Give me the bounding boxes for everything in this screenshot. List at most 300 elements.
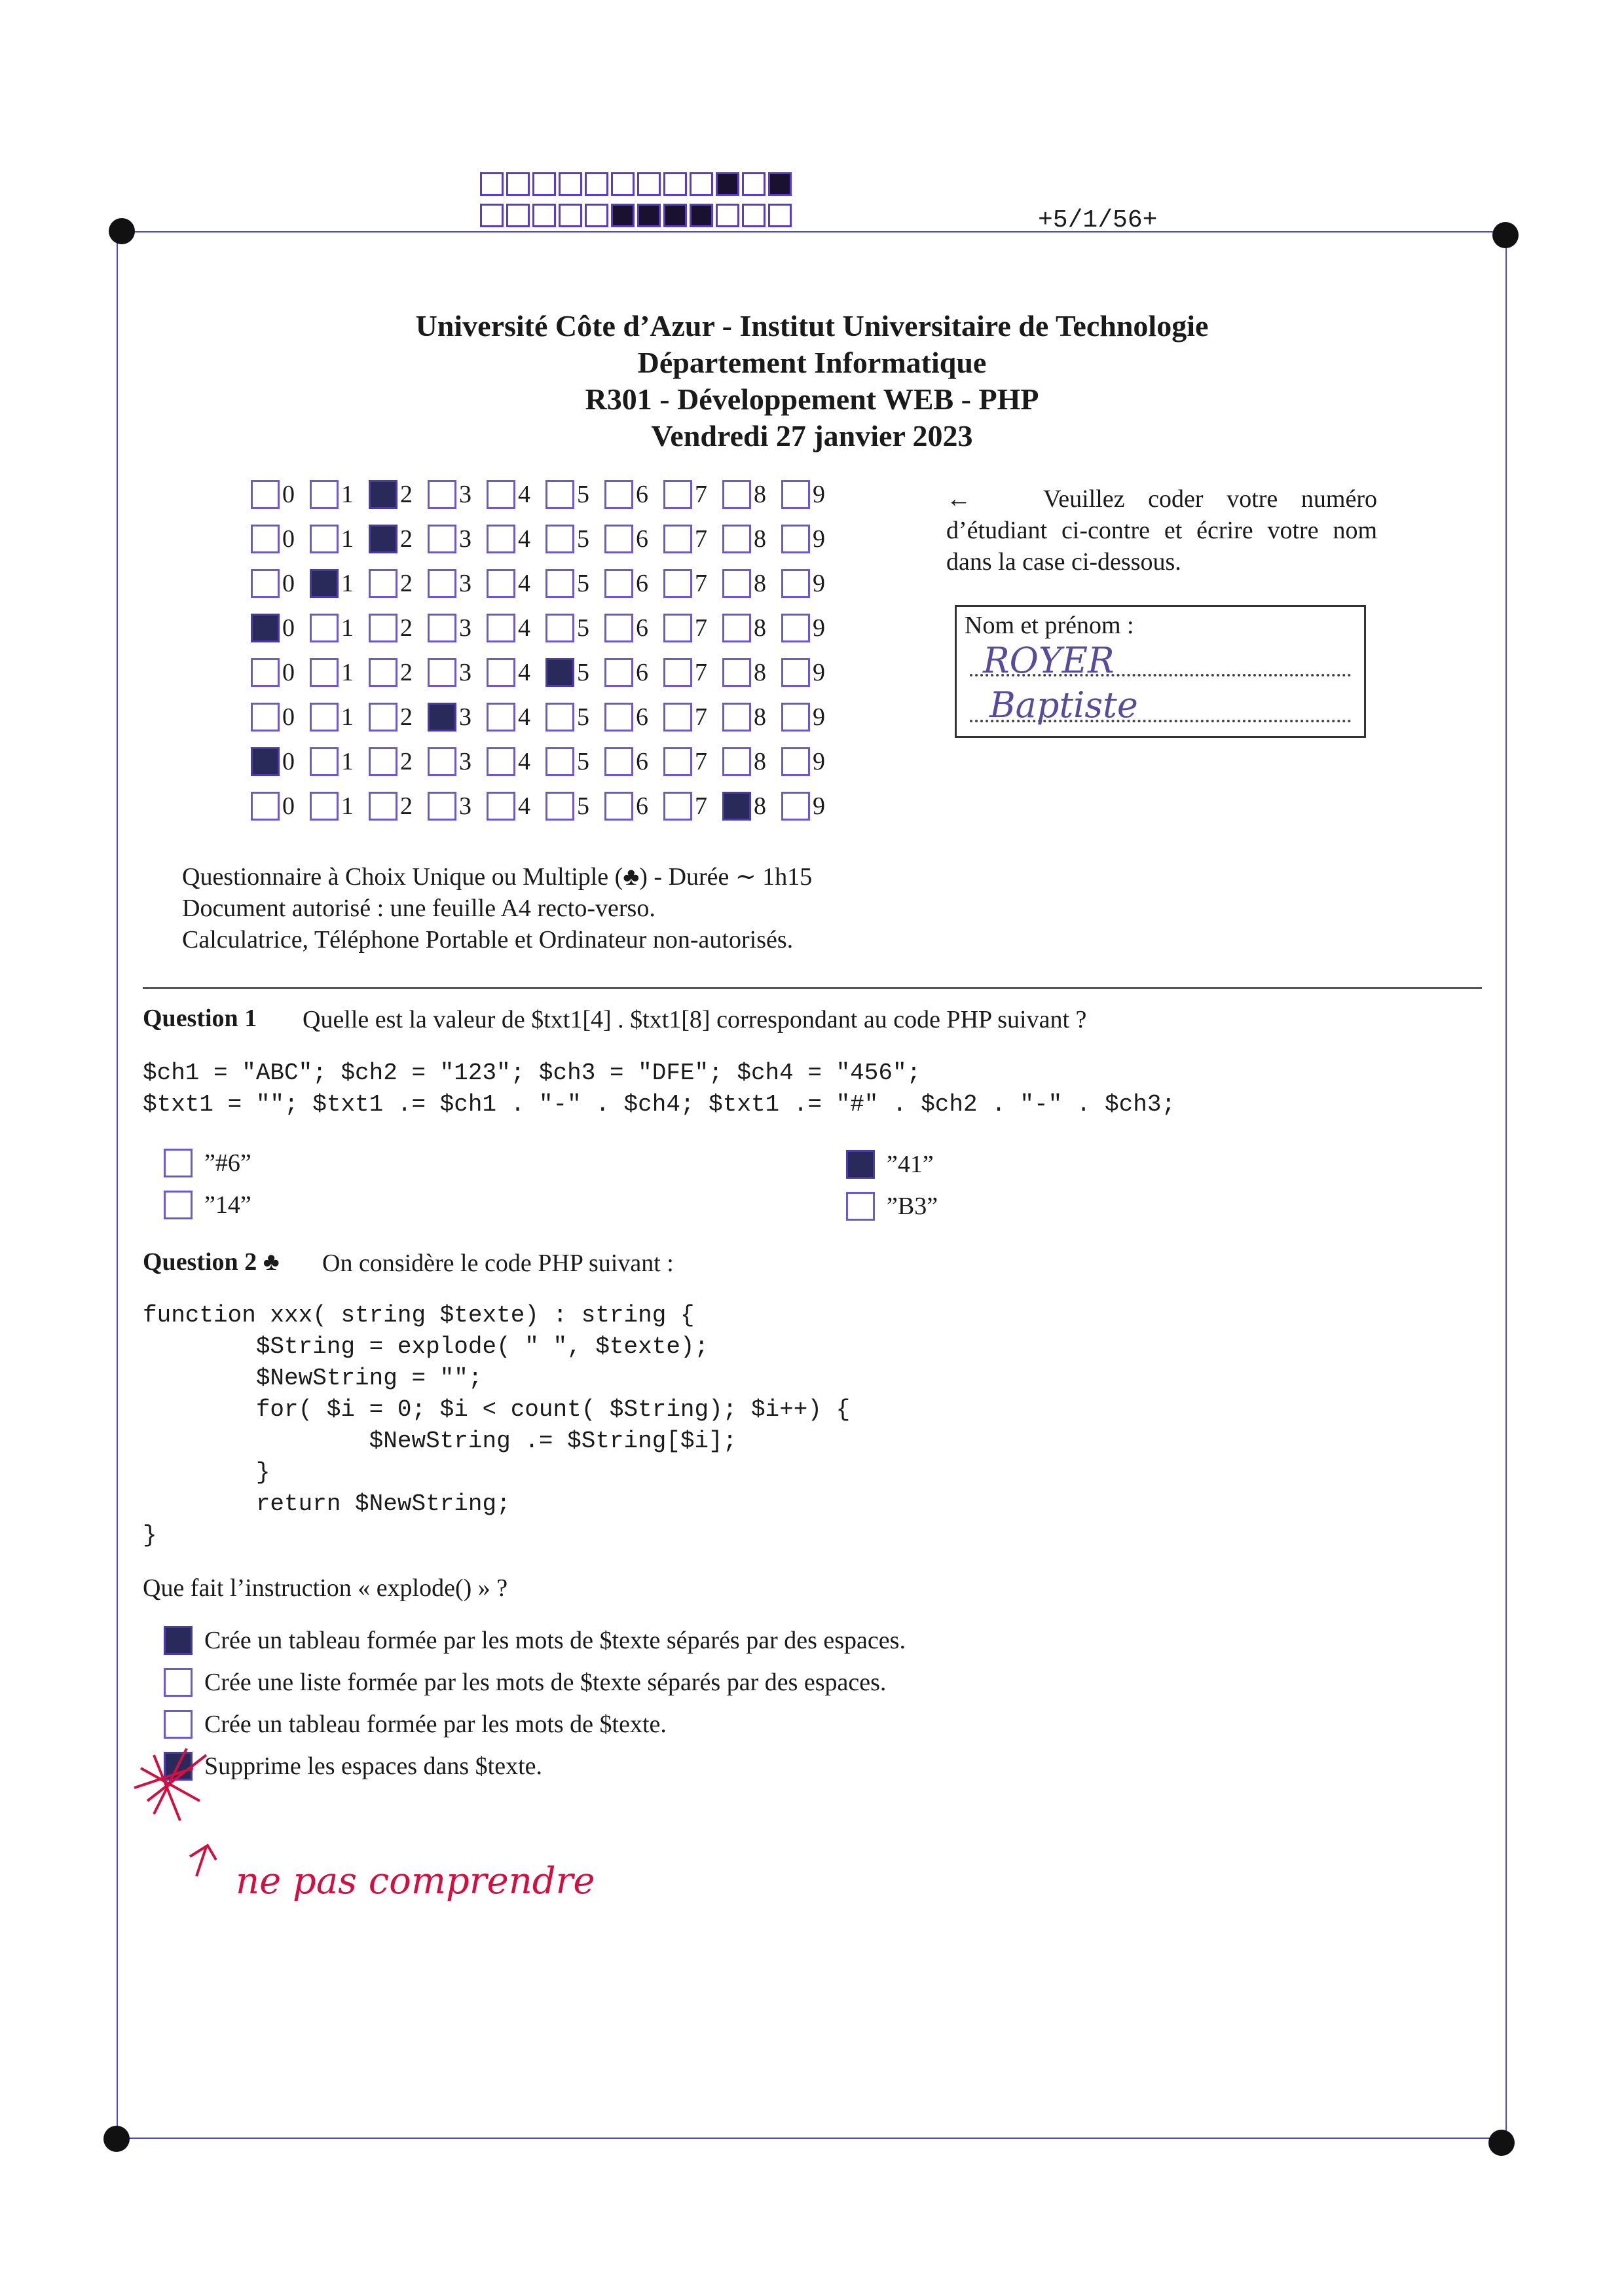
student-id-checkbox[interactable] <box>604 480 633 509</box>
corner-marker-bottom-right <box>1488 2130 1515 2156</box>
header-university: Université Côte d’Azur - Institut Universitaire de Technologie <box>415 309 1209 343</box>
student-id-digit-label: 3 <box>459 481 471 508</box>
question2-prompt: Que fait l’instruction « explode() » ? <box>143 1574 508 1602</box>
barcode-cell <box>742 204 766 227</box>
student-id-digit-label: 6 <box>636 525 648 553</box>
student-id-digit[interactable] <box>369 525 428 553</box>
student-id-row <box>251 525 840 553</box>
student-id-row <box>251 569 840 598</box>
student-id-digit-label: 7 <box>695 525 707 553</box>
student-id-checkbox[interactable] <box>310 614 339 642</box>
barcode-cell <box>690 172 713 196</box>
student-id-digit[interactable] <box>781 792 840 821</box>
student-id-checkbox[interactable] <box>604 569 633 598</box>
student-id-digit[interactable] <box>369 703 428 731</box>
student-id-checkbox[interactable] <box>428 569 456 598</box>
student-id-checkbox[interactable] <box>487 525 515 553</box>
student-id-checkbox[interactable] <box>428 658 456 687</box>
student-id-digit[interactable] <box>545 614 604 642</box>
student-id-checkbox[interactable] <box>545 569 574 598</box>
student-id-checkbox[interactable] <box>545 703 574 731</box>
student-id-digit[interactable] <box>369 658 428 687</box>
student-id-digit[interactable] <box>310 703 369 731</box>
student-id-digit-label: 3 <box>459 792 471 820</box>
student-id-digit-label: 3 <box>459 703 471 731</box>
student-id-digit[interactable] <box>722 480 781 509</box>
student-id-digit[interactable] <box>428 614 487 642</box>
student-id-digit[interactable] <box>251 614 310 642</box>
student-id-checkbox[interactable] <box>722 658 751 687</box>
student-id-digit-label: 2 <box>400 703 413 731</box>
student-id-checkbox[interactable] <box>428 525 456 553</box>
student-id-checkbox[interactable] <box>604 614 633 642</box>
student-id-checkbox[interactable] <box>663 703 692 731</box>
student-id-digit[interactable] <box>487 792 545 821</box>
student-id-digit-label: 1 <box>341 570 354 597</box>
student-id-digit-label: 6 <box>636 614 648 642</box>
student-id-checkbox[interactable] <box>545 614 574 642</box>
quiz-info-line3: Calculatrice, Téléphone Portable et Ordinateur non-autorisés. <box>182 926 794 954</box>
student-id-digit[interactable] <box>722 525 781 553</box>
barcode-cell <box>742 172 766 196</box>
student-id-checkbox[interactable] <box>428 747 456 776</box>
student-id-checkbox[interactable] <box>722 480 751 509</box>
student-id-digit[interactable] <box>428 747 487 776</box>
q2-answer-1[interactable] <box>164 1626 906 1655</box>
student-id-digit[interactable] <box>604 792 663 821</box>
student-id-checkbox[interactable] <box>663 569 692 598</box>
student-id-digit[interactable] <box>604 658 663 687</box>
corner-marker-top-right <box>1492 222 1519 248</box>
student-id-digit-label: 6 <box>636 748 648 775</box>
student-id-digit-label: 8 <box>754 525 766 553</box>
student-id-digit[interactable] <box>604 614 663 642</box>
question2-title: Question 2 ♣ <box>143 1248 280 1276</box>
arrow-left-icon: ← <box>946 485 971 513</box>
student-id-digit[interactable] <box>604 525 663 553</box>
q2-answer-2-checkbox[interactable] <box>164 1668 193 1697</box>
barcode-cell <box>768 172 792 196</box>
question2-code: function xxx( string $texte) : string { $String = explode( " ", $texte); $NewString = ""; for( $i = 0; $i < count( $String); $i++) { $NewString .= $String[$i]; } return $NewString; } <box>143 1302 851 1549</box>
student-id-digit[interactable] <box>369 614 428 642</box>
student-id-digit-label: 3 <box>459 659 471 686</box>
student-id-checkbox[interactable] <box>251 480 280 509</box>
student-id-checkbox[interactable] <box>369 569 397 598</box>
student-id-checkbox[interactable] <box>604 525 633 553</box>
student-id-checkbox[interactable] <box>545 525 574 553</box>
student-id-digit[interactable] <box>663 658 722 687</box>
student-id-checkbox[interactable] <box>781 703 810 731</box>
student-id-checkbox[interactable] <box>251 703 280 731</box>
name-box[interactable] <box>955 605 1366 738</box>
q1-answer-1-checkbox[interactable] <box>164 1149 193 1177</box>
student-id-digit-label: 5 <box>577 570 589 597</box>
q2-answer-2[interactable] <box>164 1668 886 1697</box>
student-id-digit[interactable] <box>722 792 781 821</box>
student-id-digit[interactable] <box>251 703 310 731</box>
quiz-info-line2: Document autorisé : une feuille A4 recto-verso. <box>182 895 655 922</box>
barcode-cell <box>532 204 556 227</box>
student-id-digit-label: 1 <box>341 748 354 775</box>
student-id-row <box>251 658 840 687</box>
student-id-digit-label: 7 <box>695 792 707 820</box>
student-id-digit-label: 9 <box>813 792 825 820</box>
student-id-checkbox[interactable] <box>251 614 280 642</box>
instructions-text: Veuillez coder votre numéro d’étudiant ci-contre et écrire votre nom dans la case ci-dessous. <box>946 485 1377 576</box>
barcode-cell <box>768 204 792 227</box>
student-id-checkbox[interactable] <box>251 658 280 687</box>
student-id-digit-label: 8 <box>754 703 766 731</box>
student-id-checkbox[interactable] <box>663 747 692 776</box>
student-id-digit-label: 4 <box>518 792 530 820</box>
student-id-digit-label: 2 <box>400 748 413 775</box>
student-id-checkbox[interactable] <box>545 747 574 776</box>
handwritten-last-name: ROYER <box>983 640 1115 681</box>
q1-answer-2-checkbox[interactable] <box>164 1191 193 1219</box>
barcode-cell <box>716 172 739 196</box>
student-id-digit-label: 4 <box>518 748 530 775</box>
student-id-checkbox[interactable] <box>781 480 810 509</box>
student-id-digit-label: 7 <box>695 570 707 597</box>
student-id-checkbox[interactable] <box>781 569 810 598</box>
student-id-digit[interactable] <box>545 792 604 821</box>
student-id-digit[interactable] <box>545 569 604 598</box>
student-id-digit[interactable] <box>604 703 663 731</box>
student-id-digit-label: 0 <box>282 614 295 642</box>
q1-answer-4-checkbox[interactable] <box>846 1192 875 1221</box>
student-id-digit[interactable] <box>781 747 840 776</box>
q2-answer-1-checkbox[interactable] <box>164 1626 193 1655</box>
student-id-digit-label: 9 <box>813 525 825 553</box>
student-id-checkbox[interactable] <box>545 480 574 509</box>
student-id-row <box>251 480 840 509</box>
student-id-digit[interactable] <box>487 703 545 731</box>
q1-answer-1[interactable] <box>164 1149 251 1177</box>
header-course: R301 - Développement WEB - PHP <box>585 382 1039 416</box>
student-id-checkbox[interactable] <box>310 703 339 731</box>
barcode-cell <box>480 172 504 196</box>
barcode-cell <box>637 172 661 196</box>
student-id-digit[interactable] <box>781 614 840 642</box>
student-id-digit-label: 3 <box>459 748 471 775</box>
student-id-row <box>251 747 840 776</box>
student-id-checkbox[interactable] <box>781 792 810 821</box>
student-id-digit-label: 7 <box>695 748 707 775</box>
student-id-digit-label: 8 <box>754 570 766 597</box>
student-id-digit[interactable] <box>781 525 840 553</box>
student-id-digit[interactable] <box>663 480 722 509</box>
student-id-digit[interactable] <box>310 658 369 687</box>
student-id-checkbox[interactable] <box>428 614 456 642</box>
student-id-checkbox[interactable] <box>251 525 280 553</box>
student-id-digit[interactable] <box>781 480 840 509</box>
student-id-digit-label: 4 <box>518 570 530 597</box>
student-id-checkbox[interactable] <box>487 480 515 509</box>
student-id-digit-label: 4 <box>518 614 530 642</box>
student-id-digit-label: 9 <box>813 659 825 686</box>
student-id-digit[interactable] <box>663 747 722 776</box>
student-id-digit-label: 9 <box>813 570 825 597</box>
student-id-digit-label: 7 <box>695 614 707 642</box>
student-id-digit-label: 7 <box>695 659 707 686</box>
student-id-digit[interactable] <box>722 614 781 642</box>
q1-answer-1-label: ”#6” <box>204 1149 251 1177</box>
student-id-checkbox[interactable] <box>310 747 339 776</box>
student-id-digit-label: 2 <box>400 614 413 642</box>
q1-answer-4-label: ”B3” <box>887 1193 938 1220</box>
student-id-digit[interactable] <box>251 658 310 687</box>
student-id-checkbox[interactable] <box>369 792 397 821</box>
student-id-digit-label: 1 <box>341 525 354 553</box>
student-id-checkbox[interactable] <box>604 747 633 776</box>
student-id-digit[interactable] <box>369 792 428 821</box>
student-id-checkbox[interactable] <box>663 480 692 509</box>
student-id-digit-label: 4 <box>518 703 530 731</box>
student-id-checkbox[interactable] <box>722 792 751 821</box>
barcode-cell <box>506 172 530 196</box>
q1-answer-3[interactable] <box>846 1150 934 1179</box>
student-id-checkbox[interactable] <box>310 658 339 687</box>
student-id-digit[interactable] <box>722 569 781 598</box>
quiz-info <box>182 861 812 955</box>
student-id-checkbox[interactable] <box>487 747 515 776</box>
student-id-digit[interactable] <box>310 747 369 776</box>
student-id-digit-label: 8 <box>754 614 766 642</box>
student-id-checkbox[interactable] <box>428 792 456 821</box>
student-id-checkbox[interactable] <box>722 703 751 731</box>
student-id-digit[interactable] <box>545 747 604 776</box>
barcode-cell <box>716 204 739 227</box>
student-id-digit-label: 7 <box>695 481 707 508</box>
student-id-digit[interactable] <box>781 658 840 687</box>
student-id-digit-label: 1 <box>341 792 354 820</box>
student-id-digit[interactable] <box>310 525 369 553</box>
question1-code-line2: $txt1 = ""; $txt1 .= $ch1 . "-" . $ch4; $txt1 .= "#" . $ch2 . "-" . $ch3; <box>143 1091 1176 1118</box>
student-id-digit[interactable] <box>369 569 428 598</box>
student-id-digit-label: 5 <box>577 659 589 686</box>
student-id-checkbox[interactable] <box>428 703 456 731</box>
student-id-digit[interactable] <box>428 703 487 731</box>
student-id-digit-label: 4 <box>518 525 530 553</box>
student-id-digit-label: 1 <box>341 481 354 508</box>
student-id-checkbox[interactable] <box>781 747 810 776</box>
student-id-digit-label: 9 <box>813 481 825 508</box>
student-id-digit-label: 0 <box>282 659 295 686</box>
student-id-digit-label: 8 <box>754 792 766 820</box>
q2-answer-1-label: Crée un tableau formée par les mots de $texte séparés par des espaces. <box>204 1627 906 1654</box>
q1-answer-2-label: ”14” <box>204 1191 251 1219</box>
student-id-digit[interactable] <box>604 569 663 598</box>
student-id-digit[interactable] <box>722 747 781 776</box>
student-id-digit[interactable] <box>663 614 722 642</box>
student-id-checkbox[interactable] <box>663 658 692 687</box>
q1-answer-2[interactable] <box>164 1191 251 1219</box>
barcode-cell <box>585 204 608 227</box>
q1-answer-3-checkbox[interactable] <box>846 1150 875 1179</box>
student-id-digit-label: 8 <box>754 659 766 686</box>
student-id-digit-label: 1 <box>341 659 354 686</box>
student-id-checkbox[interactable] <box>781 614 810 642</box>
student-id-checkbox[interactable] <box>369 747 397 776</box>
student-id-checkbox[interactable] <box>310 525 339 553</box>
student-id-checkbox[interactable] <box>487 792 515 821</box>
student-id-digit-label: 5 <box>577 748 589 775</box>
student-id-digit[interactable] <box>487 614 545 642</box>
student-id-digit[interactable] <box>604 480 663 509</box>
student-id-checkbox[interactable] <box>251 569 280 598</box>
student-id-digit[interactable] <box>663 569 722 598</box>
quiz-info-line1: Questionnaire à Choix Unique ou Multiple (♣) - Durée ∼ 1h15 <box>182 863 813 891</box>
student-id-digit[interactable] <box>428 792 487 821</box>
student-id-checkbox[interactable] <box>310 569 339 598</box>
divider <box>143 987 1482 989</box>
question2-text: On considère le code PHP suivant : <box>322 1250 674 1277</box>
corner-marker-top-left <box>109 218 135 244</box>
student-id-checkbox[interactable] <box>251 747 280 776</box>
q2-answer-3-label: Crée un tableau formée par les mots de $texte. <box>204 1711 667 1738</box>
student-id-digit-label: 9 <box>813 703 825 731</box>
question1-code-line1: $ch1 = "ABC"; $ch2 = "123"; $ch3 = "DFE"; $ch4 = "456"; <box>143 1060 921 1086</box>
header-date: Vendredi 27 janvier 2023 <box>651 419 973 453</box>
student-id-row <box>251 792 840 821</box>
student-id-checkbox[interactable] <box>310 480 339 509</box>
student-id-digit[interactable] <box>428 658 487 687</box>
student-id-checkbox[interactable] <box>722 569 751 598</box>
student-id-digit[interactable] <box>487 658 545 687</box>
student-id-checkbox[interactable] <box>369 525 397 553</box>
student-id-checkbox[interactable] <box>428 480 456 509</box>
student-id-digit[interactable] <box>545 658 604 687</box>
header-department: Département Informatique <box>637 346 987 379</box>
student-id-digit-label: 6 <box>636 792 648 820</box>
student-id-digit[interactable] <box>663 525 722 553</box>
student-id-checkbox[interactable] <box>545 658 574 687</box>
student-id-row <box>251 614 840 642</box>
student-id-digit[interactable] <box>251 569 310 598</box>
student-id-digit-label: 0 <box>282 792 295 820</box>
student-id-digit-label: 9 <box>813 614 825 642</box>
corner-marker-bottom-left <box>103 2126 130 2152</box>
student-id-digit-label: 0 <box>282 570 295 597</box>
student-id-digit[interactable] <box>428 480 487 509</box>
student-id-checkbox[interactable] <box>487 569 515 598</box>
student-id-digit-label: 6 <box>636 703 648 731</box>
student-id-digit[interactable] <box>487 525 545 553</box>
student-id-digit[interactable] <box>251 792 310 821</box>
student-id-checkbox[interactable] <box>663 525 692 553</box>
q1-answer-4[interactable] <box>846 1192 938 1221</box>
student-id-digit[interactable] <box>310 614 369 642</box>
student-id-checkbox[interactable] <box>663 792 692 821</box>
student-id-digit[interactable] <box>722 658 781 687</box>
student-id-checkbox[interactable] <box>369 614 397 642</box>
student-id-digit[interactable] <box>604 747 663 776</box>
student-id-checkbox[interactable] <box>781 658 810 687</box>
student-id-checkbox[interactable] <box>781 525 810 553</box>
student-id-digit-label: 5 <box>577 703 589 731</box>
student-id-digit[interactable] <box>722 703 781 731</box>
student-id-checkbox[interactable] <box>487 658 515 687</box>
student-id-checkbox[interactable] <box>369 658 397 687</box>
student-id-digit-label: 4 <box>518 481 530 508</box>
student-id-digit[interactable] <box>487 480 545 509</box>
student-id-checkbox[interactable] <box>722 747 751 776</box>
student-id-checkbox[interactable] <box>487 614 515 642</box>
student-id-digit-label: 2 <box>400 481 413 508</box>
id-instructions <box>946 483 1377 578</box>
student-id-digit-label: 8 <box>754 481 766 508</box>
student-id-checkbox[interactable] <box>604 792 633 821</box>
grader-note: ne pas comprendre <box>236 1860 595 1902</box>
student-id-digit[interactable] <box>487 569 545 598</box>
student-id-digit[interactable] <box>251 525 310 553</box>
student-id-checkbox[interactable] <box>722 525 751 553</box>
student-id-checkbox[interactable] <box>310 792 339 821</box>
student-id-digit-label: 3 <box>459 570 471 597</box>
student-id-checkbox[interactable] <box>663 614 692 642</box>
student-id-digit[interactable] <box>369 480 428 509</box>
student-id-digit-label: 6 <box>636 481 648 508</box>
student-id-digit[interactable] <box>545 480 604 509</box>
student-id-digit[interactable] <box>545 525 604 553</box>
student-id-digit[interactable] <box>369 747 428 776</box>
student-id-digit[interactable] <box>310 792 369 821</box>
student-id-digit[interactable] <box>781 703 840 731</box>
barcode-cell <box>532 172 556 196</box>
barcode-cell <box>663 172 687 196</box>
student-id-digit[interactable] <box>428 525 487 553</box>
student-id-digit[interactable] <box>781 569 840 598</box>
barcode-row-1 <box>480 172 794 196</box>
student-id-checkbox[interactable] <box>251 792 280 821</box>
student-id-digit-label: 6 <box>636 570 648 597</box>
barcode-cell <box>611 172 635 196</box>
student-id-digit[interactable] <box>251 747 310 776</box>
student-id-row <box>251 703 840 731</box>
student-id-checkbox[interactable] <box>604 658 633 687</box>
student-id-digit-label: 5 <box>577 481 589 508</box>
barcode-cell <box>611 204 635 227</box>
student-id-digit[interactable] <box>251 480 310 509</box>
student-id-digit[interactable] <box>428 569 487 598</box>
student-id-checkbox[interactable] <box>369 703 397 731</box>
student-id-digit[interactable] <box>310 569 369 598</box>
question1-title: Question 1 <box>143 1005 257 1032</box>
barcode-cell <box>663 204 687 227</box>
q1-answer-3-label: ”41” <box>887 1151 934 1178</box>
student-id-digit-label: 5 <box>577 525 589 553</box>
student-id-digit[interactable] <box>310 480 369 509</box>
name-label: Nom et prénom : <box>965 612 1134 639</box>
student-id-digit[interactable] <box>663 792 722 821</box>
student-id-digit[interactable] <box>663 703 722 731</box>
barcode-cell <box>585 172 608 196</box>
student-id-digit[interactable] <box>487 747 545 776</box>
student-id-checkbox[interactable] <box>545 792 574 821</box>
student-id-digit-label: 0 <box>282 748 295 775</box>
student-id-checkbox[interactable] <box>604 703 633 731</box>
student-id-digit-label: 5 <box>577 792 589 820</box>
q2-answer-4-label: Supprime les espaces dans $texte. <box>204 1752 543 1780</box>
q2-answer-2-label: Crée une liste formée par les mots de $texte séparés par des espaces. <box>204 1669 887 1696</box>
barcode-cell <box>506 204 530 227</box>
student-id-checkbox[interactable] <box>487 703 515 731</box>
student-id-digit-label: 2 <box>400 525 413 553</box>
student-id-digit[interactable] <box>545 703 604 731</box>
student-id-digit-label: 0 <box>282 525 295 553</box>
student-id-checkbox[interactable] <box>722 614 751 642</box>
student-id-checkbox[interactable] <box>369 480 397 509</box>
